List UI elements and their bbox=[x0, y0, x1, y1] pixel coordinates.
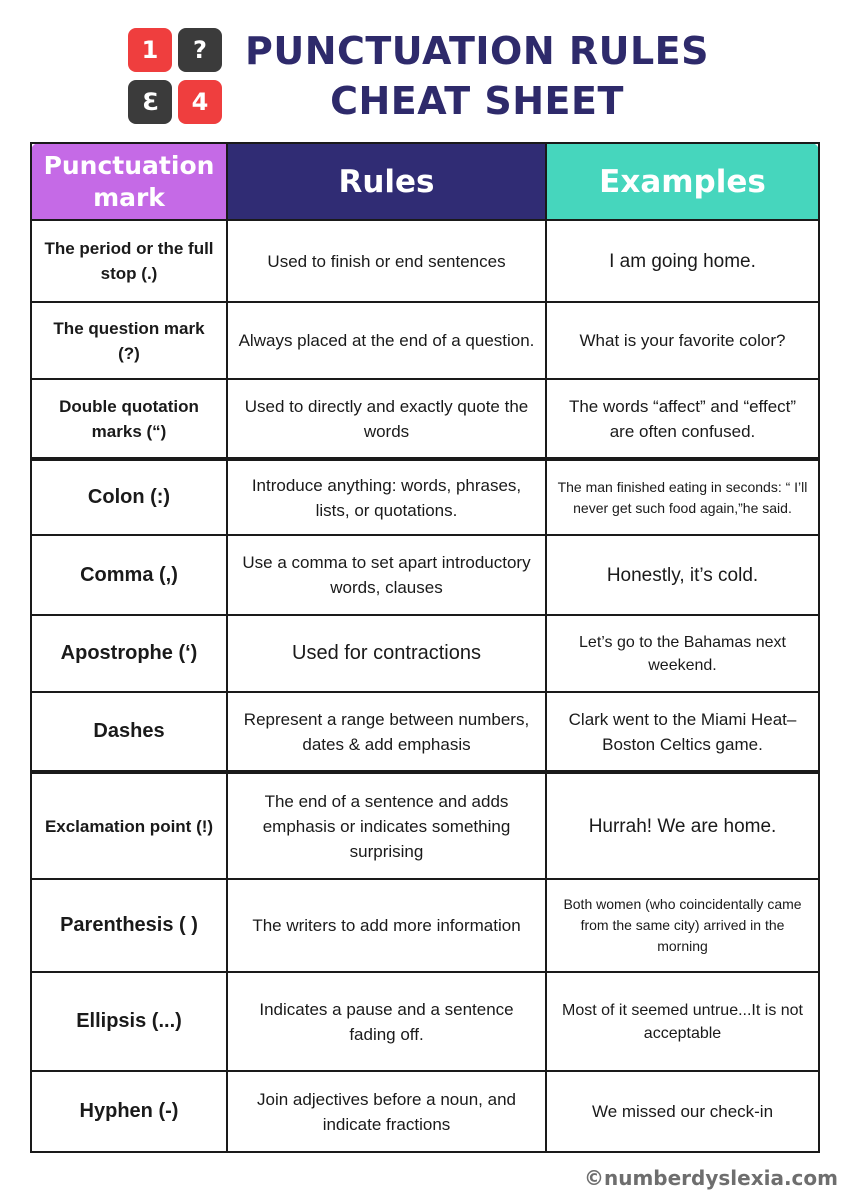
table-row bbox=[31, 459, 819, 535]
rule-cell: Use a comma to set apart introductory words, clauses bbox=[227, 535, 546, 615]
table-row bbox=[31, 1071, 819, 1152]
example-cell: Both women (who coincidentally came from the same city) arrived in the morning bbox=[546, 879, 819, 972]
table-row bbox=[31, 772, 819, 879]
punctuation-mark-cell: The question mark (?) bbox=[31, 302, 227, 379]
table-row bbox=[31, 972, 819, 1071]
example-cell: What is your favorite color? bbox=[546, 302, 819, 379]
rule-cell: Join adjectives before a noun, and indicate fractions bbox=[227, 1071, 546, 1152]
logo-tile-1: 1 bbox=[128, 28, 172, 72]
example-cell: Clark went to the Miami Heat–Boston Celtics game. bbox=[546, 692, 819, 772]
table-row bbox=[31, 879, 819, 972]
example-cell: The man finished eating in seconds: “ I’ll never get such food again,”he said. bbox=[546, 459, 819, 535]
table-row bbox=[31, 692, 819, 772]
rule-cell: Used to finish or end sentences bbox=[227, 220, 546, 302]
punctuation-mark-cell: Ellipsis (...) bbox=[31, 972, 227, 1071]
rule-cell: Used for contractions bbox=[227, 615, 546, 692]
punctuation-mark-cell: Exclamation point (!) bbox=[31, 772, 227, 879]
title-line-1: PUNCTUATION RULES bbox=[244, 29, 710, 73]
table-row bbox=[31, 220, 819, 302]
table-row bbox=[31, 615, 819, 692]
punctuation-mark-cell: Double quotation marks (“) bbox=[31, 379, 227, 459]
logo-tile-question: ? bbox=[178, 28, 222, 72]
header-rules: Rules bbox=[227, 143, 546, 220]
example-cell: I am going home. bbox=[546, 220, 819, 302]
punctuation-mark-cell: Comma (,) bbox=[31, 535, 227, 615]
header-examples: Examples bbox=[546, 143, 819, 220]
punctuation-mark-cell: The period or the full stop (.) bbox=[31, 220, 227, 302]
rule-cell: Represent a range between numbers, dates & add emphasis bbox=[227, 692, 546, 772]
page-title bbox=[232, 26, 722, 126]
example-cell: Let’s go to the Bahamas next weekend. bbox=[546, 615, 819, 692]
example-cell: Most of it seemed untrue...It is not acceptable bbox=[546, 972, 819, 1071]
punctuation-mark-cell: Colon (:) bbox=[31, 459, 227, 535]
rule-cell: Used to directly and exactly quote the words bbox=[227, 379, 546, 459]
header-punctuation-mark: Punctuation mark bbox=[31, 143, 227, 220]
copyright-credit: ©numberdyslexia.com bbox=[583, 1166, 838, 1190]
rule-cell: Always placed at the end of a question. bbox=[227, 302, 546, 379]
logo-tile-3-glyph: 3 bbox=[141, 88, 159, 116]
example-cell: The words “affect” and “effect” are often confused. bbox=[546, 379, 819, 459]
rule-cell: The writers to add more information bbox=[227, 879, 546, 972]
table-row bbox=[31, 379, 819, 459]
rule-cell: Indicates a pause and a sentence fading off. bbox=[227, 972, 546, 1071]
rule-cell: Introduce anything: words, phrases, lists, or quotations. bbox=[227, 459, 546, 535]
punctuation-mark-cell: Apostrophe (‘) bbox=[31, 615, 227, 692]
table-row bbox=[31, 302, 819, 379]
rule-cell: The end of a sentence and adds emphasis or indicates something surprising bbox=[227, 772, 546, 879]
example-cell: We missed our check-in bbox=[546, 1071, 819, 1152]
punctuation-mark-cell: Dashes bbox=[31, 692, 227, 772]
table-header-row bbox=[31, 143, 819, 220]
logo-tile-3 bbox=[128, 80, 172, 124]
punctuation-mark-cell: Hyphen (-) bbox=[31, 1071, 227, 1152]
logo-tile-4: 4 bbox=[178, 80, 222, 124]
punctuation-table bbox=[30, 142, 820, 1153]
table-row bbox=[31, 535, 819, 615]
logo bbox=[128, 28, 224, 124]
punctuation-mark-cell: Parenthesis ( ) bbox=[31, 879, 227, 972]
example-cell: Honestly, it’s cold. bbox=[546, 535, 819, 615]
title-line-2: CHEAT SHEET bbox=[330, 79, 624, 123]
example-cell: Hurrah! We are home. bbox=[546, 772, 819, 879]
